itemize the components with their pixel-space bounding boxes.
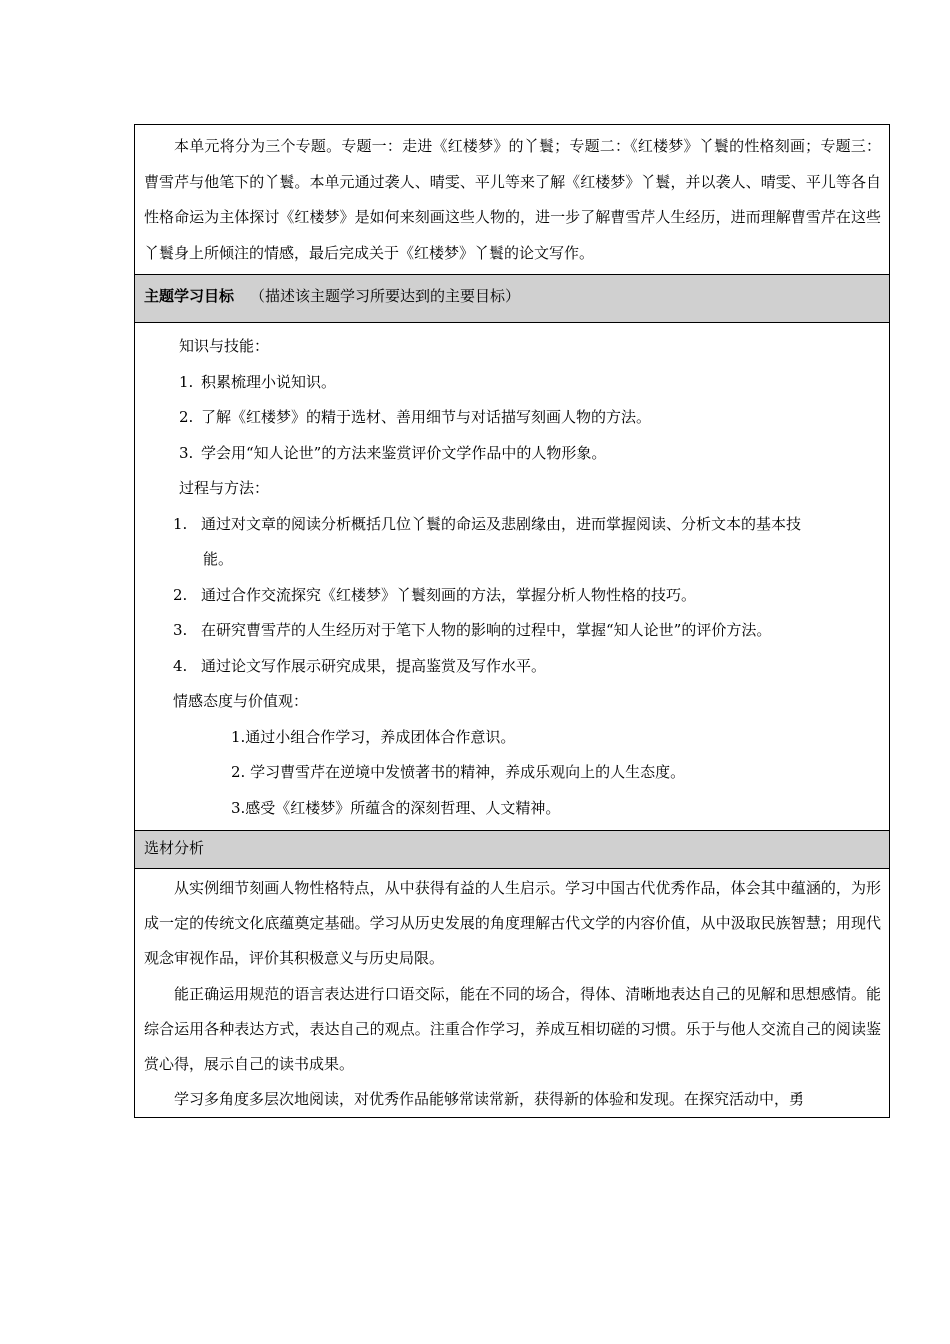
- affect-title: 情感态度与价值观：: [173, 692, 309, 710]
- intro-section: [135, 125, 889, 275]
- affect-item: 2. 学习曹雪芹在逆境中发愤著书的精神，养成乐观向上的人生态度。: [231, 763, 686, 781]
- affect-item: 3.感受《红楼梦》所蕴含的深刻哲理、人文精神。: [231, 798, 561, 817]
- process-item-continuation: 能。: [203, 550, 234, 568]
- goals-section: [135, 323, 889, 831]
- goals-header: [135, 275, 889, 323]
- material-paragraph: 从实例细节刻画人物性格特点，从中获得有益的人生启示。学习中国古代优秀作品，体会其中蕴涵的，为形成一定的传统文化底蕴奠定基础。学习从历史发展的角度理解古代文学的内容价值，从中汲取民族智慧；用现代观念审视作品，评价其积极意义与历史局限。: [144, 879, 881, 968]
- process-item: 4. 通过论文写作展示研究成果，提高鉴赏及写作水平。: [173, 656, 547, 675]
- goals-header-note: （描述该主题学习所要达到的主要目标）: [250, 287, 521, 305]
- material-section: [135, 869, 889, 1117]
- affect-item: 1.通过小组合作学习，养成团体合作意识。: [231, 727, 516, 746]
- process-title: 过程与方法：: [179, 479, 270, 497]
- material-header: 选材分析: [135, 831, 889, 869]
- knowledge-item: 1. 积累梳理小说知识。: [179, 372, 337, 391]
- goals-header-title: 主题学习目标: [144, 287, 235, 305]
- process-item: 2. 通过合作交流探究《红楼梦》丫鬟刻画的方法，掌握分析人物性格的技巧。: [173, 585, 697, 604]
- knowledge-title: 知识与技能：: [179, 337, 270, 355]
- lesson-plan-table: [134, 124, 890, 1118]
- process-item: 1. 通过对文章的阅读分析概括几位丫鬟的命运及悲剧缘由，进而掌握阅读、分析文本的基本技: [173, 514, 802, 533]
- intro-paragraph: 本单元将分为三个专题。专题一：走进《红楼梦》的丫鬟；专题二：《红楼梦》丫鬟的性格刻画；专题三：曹雪芹与他笔下的丫鬟。本单元通过袭人、晴雯、平儿等来了解《红楼梦》丫鬟，并以袭人、晴雯、平儿等各自性格命运为主体探讨《红楼梦》是如何来刻画这些人物的，进一步了解曹雪芹人生经历，进而理解曹雪芹在这些丫鬟身上所倾注的情感，最后完成关于《红楼梦》丫鬟的论文写作。: [144, 137, 881, 262]
- process-item: 3. 在研究曹雪芹的人生经历对于笔下人物的影响的过程中，掌握“知人论世”的评价方法。: [173, 621, 772, 639]
- material-paragraph: 学习多角度多层次地阅读，对优秀作品能够常读常新，获得新的体验和发现。在探究活动中，勇: [174, 1090, 805, 1109]
- knowledge-item: 3. 学会用“知人论世”的方法来鉴赏评价文学作品中的人物形象。: [179, 443, 607, 462]
- material-paragraph: 能正确运用规范的语言表达进行口语交际，能在不同的场合，得体、清晰地表达自己的见解和思想感情。能综合运用各种表达方式，表达自己的观点。注重合作学习，养成互相切磋的习惯。乐于与他人交流自己的阅读鉴赏心得，展示自己的读书成果。: [144, 984, 881, 1074]
- knowledge-item: 2. 了解《红楼梦》的精于选材、善用细节与对话描写刻画人物的方法。: [179, 408, 652, 426]
